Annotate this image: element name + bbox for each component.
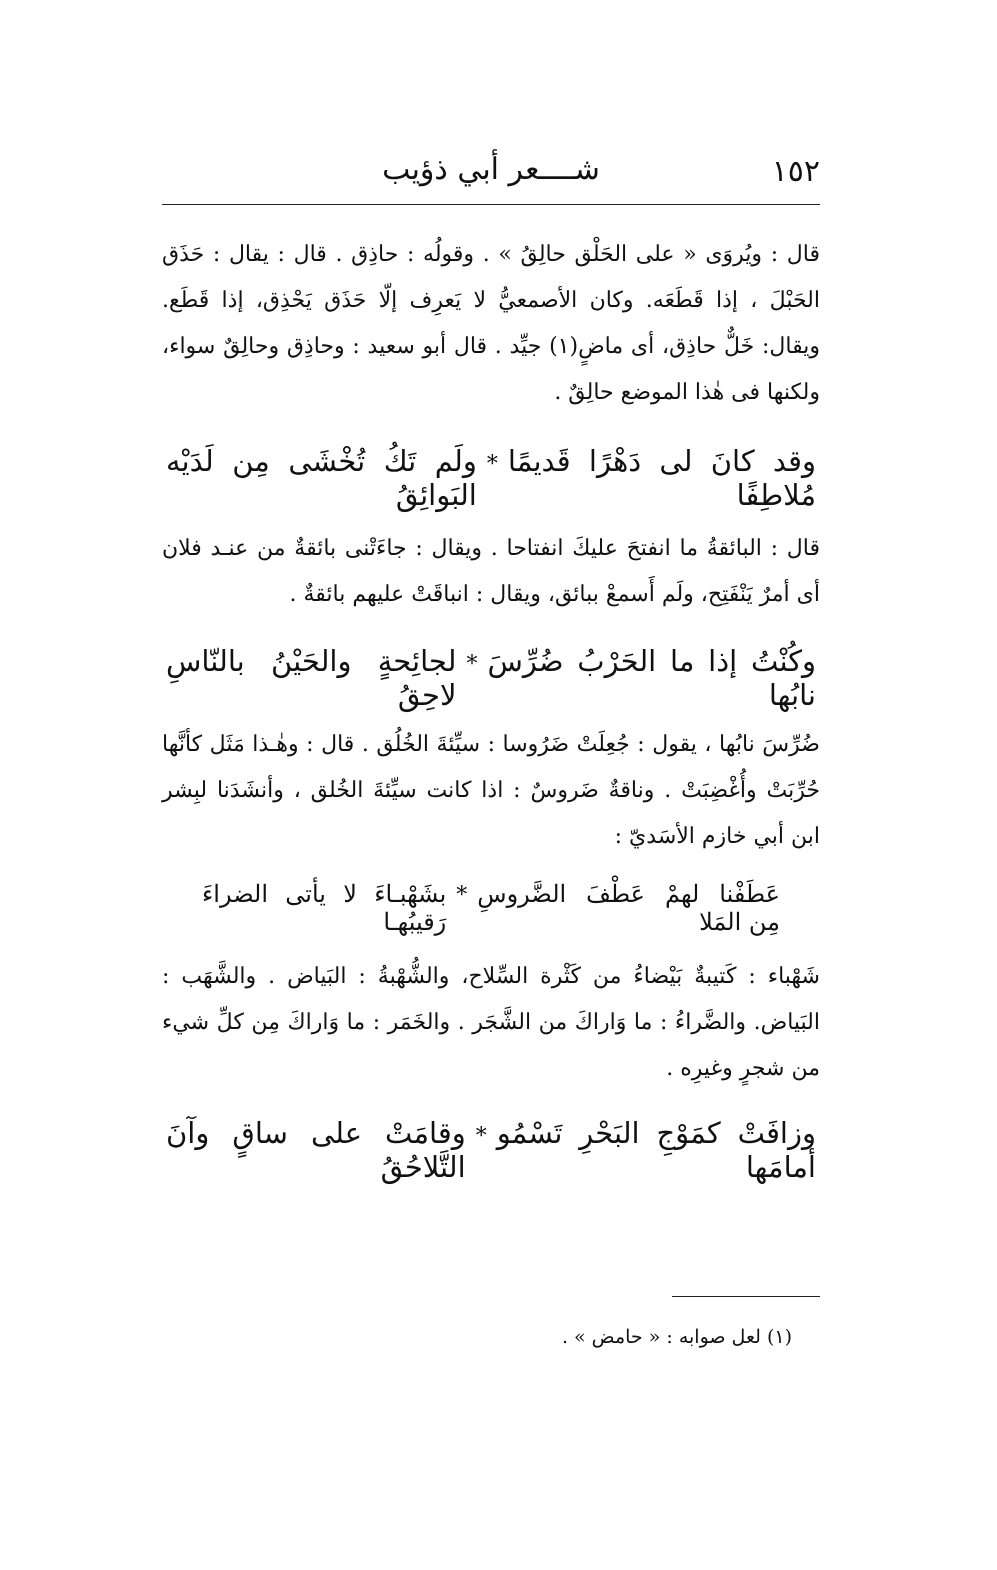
hemistich-separator: * <box>466 652 478 677</box>
verse-line-4 <box>162 1116 820 1184</box>
hemistich-separator: * <box>486 452 498 477</box>
commentary-paragraph-3: ضُرِّسَ نابُها ، يقول : جُعِلَتْ ضَرُوسا : سيِّئةَ الخُلُق . قال : وهٰـذا مَثَل كأنَّها حُرِّبَتْ وأُغْضِبَتْ . وناقةٌ ضَروسٌ : اذا كانت سيِّئةَ الخُلق ، وأنشَدَنا لبِشر ابن أبي خازم الأسَديّ : <box>162 732 820 849</box>
hemistich-separator: * <box>475 1124 487 1149</box>
footnote: (١) لعل صوابه : « حامض » . <box>561 1326 792 1348</box>
page-body <box>162 232 820 1184</box>
verse-3-first-hemistich: عَطَفْنا لهمْ عَطْفَ الضَّروسِ مِن المَلا <box>477 880 780 936</box>
commentary-paragraph-2: قال : البائقةُ ما انفتحَ عليكَ انفتاحا . ويقال : جاءَتْنى بائقةٌ من عنـد فلان أى أمرٌ يَنْفَتِح، ولَم أَسمعْ ببائق، ويقال : انباقَتْ عليهم بائقةٌ . <box>162 536 820 607</box>
page-header <box>162 150 820 198</box>
verse-3-second-hemistich: بشَهْبـاءَ لا يأتى الضراءَ رَقيبُهـا <box>202 880 447 936</box>
verse-line-2 <box>162 644 820 712</box>
verse-line-1 <box>162 444 820 512</box>
commentary-paragraph-4: شَهْباء : كَتيبةٌ بَيْضاءُ من كَثْرة السِّلاح، والشُّهْبةُ : البَياض . والشَّهَب : البَياض. والضَّراءُ : ما وَاراكَ من الشَّجَر . والخَمَر : ما وَاراكَ مِن كلِّ شيء من شجرٍ وغيرِه . <box>162 964 820 1081</box>
verse-4-first-hemistich: وزافَتْ كمَوْجِ البَحْرِ تَسْمُو أمامَها <box>496 1116 816 1184</box>
hemistich-separator: * <box>456 883 468 908</box>
footnote-rule <box>672 1296 820 1297</box>
verse-2-first-hemistich: وكُنْتُ إذا ما الحَرْبُ ضُرِّسَ نابُها <box>487 644 816 712</box>
header-rule <box>162 204 820 205</box>
verse-1-first-hemistich: وقد كانَ لى دَهْرًا قَديمًا مُلاطِفًا <box>507 444 816 512</box>
commentary-paragraph-1: قال : ويُروَى « على الحَلْق حالِقُ » . وقولُه : حاذِق . قال : يقال : حَذَق الحَبْلَ ، إذا قَطَعَه. وكان الأصمعيُّ لا يَعرِف إلّا حَذَق يَحْذِق، إذا قَطَع. ويقال: خَلٌّ حاذِق، أى ماضٍ(١) جيِّد . قال أبو سعيد : وحاذِق وحالِقٌ سواء، ولكنها فى هٰذا الموضع حالِقٌ . <box>162 242 820 405</box>
verse-2-second-hemistich: لجائِحةٍ والحَيْنُ بالنّاسِ لاحِقُ <box>166 644 457 712</box>
verse-line-3 <box>162 880 820 936</box>
verse-4-second-hemistich: وقامَتْ على ساقٍ وآنَ التَّلاحُقُ <box>166 1116 466 1184</box>
verse-1-second-hemistich: ولَم تَكُ تُخْشَى مِن لَدَيْه البَوائِقُ <box>166 444 477 512</box>
page-number: ١٥٢ <box>771 154 820 189</box>
running-title: شــــعر أبي ذؤيب <box>382 152 600 187</box>
